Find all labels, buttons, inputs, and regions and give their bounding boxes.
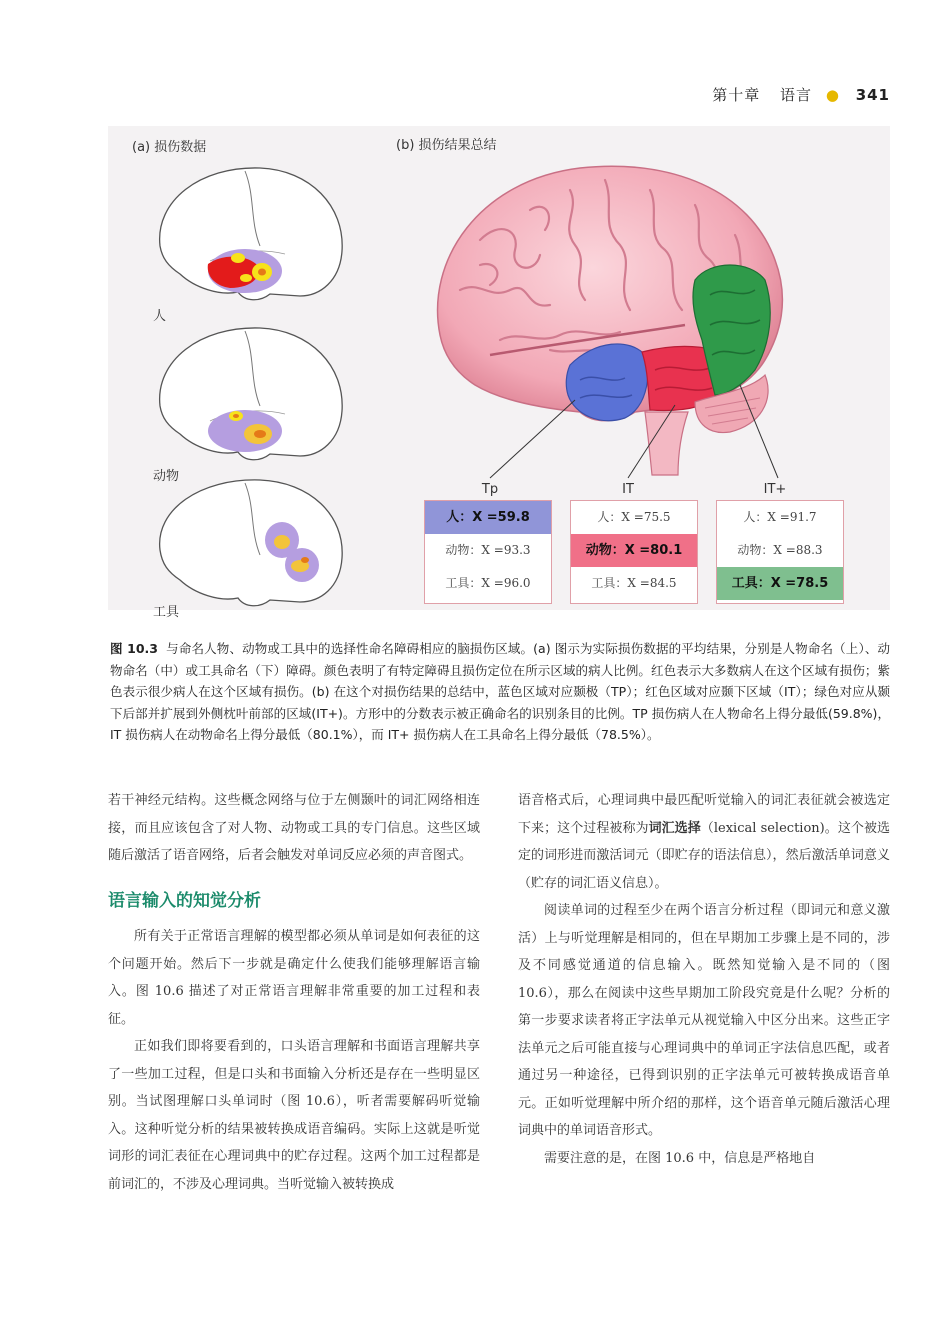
right-paragraph-1-a: 语音格式后，心理词典中最匹配听觉输入的词汇表征就会被选定下来；这个过程被称为 bbox=[518, 793, 890, 836]
brain-outline-person bbox=[150, 156, 350, 306]
score-tool-it: 工具：X =84.5 bbox=[591, 576, 677, 590]
right-paragraph-3: 需要注意的是，在图 10.6 中，信息是严格地自 bbox=[544, 1150, 816, 1166]
score-tool-it-plus: 工具：X =78.5 bbox=[717, 567, 843, 600]
score-person-it-plus: 人：X =91.7 bbox=[743, 510, 817, 524]
chapter-title: 语言 bbox=[780, 86, 813, 104]
header-dot-icon: ● bbox=[825, 86, 840, 104]
brain-outline-tool bbox=[150, 470, 350, 620]
left-column bbox=[108, 787, 480, 1198]
region-label-tp: Tp bbox=[481, 482, 499, 497]
right-paragraph-1 bbox=[518, 787, 890, 897]
score-animal-it-plus: 动物：X =88.3 bbox=[737, 543, 823, 557]
panel-b-label: (b) 损伤结果总结 bbox=[396, 138, 497, 153]
leader-lines bbox=[420, 150, 860, 510]
right-paragraph-1-b: （lexical selection)。这个被选定的词形进而激活词元（即贮存的语法信息），然后激活单词意义（贮存的词汇语义信息）。 bbox=[518, 820, 890, 891]
term-lexical-selection: 词汇选择 bbox=[648, 820, 701, 836]
region-label-it-plus: IT+ bbox=[763, 482, 787, 497]
left-paragraph-3: 正如我们即将要看到的，口头语言理解和书面语言理解共享了一些加工过程，但是口头和书面输入分析还是存在一些明显区别。当试图理解口头单词时（图 10.6），听者需要解码听觉输入。这种听觉分析的结果被转换成语音编码。实际上这就是听觉词形的词汇表征在心理词典中的贮存过程。这两个加工过程都是前词汇的，不涉及心理词典。当听觉输入被转换成 bbox=[108, 1039, 480, 1192]
left-paragraph-1: 若干神经元结构。这些概念网络与位于左侧颞叶的词汇网络相连接，而且应该包含了对人物、动物或工具的专门信息。这些区域随后激活了语音网络，后者会触发对单词反应必须的声音图式。 bbox=[108, 793, 480, 863]
row-label-animal: 动物 bbox=[153, 469, 180, 484]
score-tool-tp: 工具：X =96.0 bbox=[445, 576, 531, 590]
region-label-it: IT bbox=[622, 482, 634, 497]
row-label-tool: 工具 bbox=[153, 605, 180, 620]
score-animal-it: 动物：X =80.1 bbox=[571, 534, 697, 567]
row-label-person: 人 bbox=[153, 309, 167, 324]
figure-caption bbox=[110, 638, 890, 746]
right-column bbox=[518, 787, 890, 1172]
chapter-label: 第十章 bbox=[712, 86, 761, 104]
score-person-tp: 人：X =59.8 bbox=[425, 501, 551, 534]
right-paragraph-2: 阅读单词的过程至少在两个语言分析过程（即词元和意义激活）上与听觉理解是相同的，但在早期加工步骤上是不同的，涉及不同感觉通道的信息输入。既然知觉输入是不同的（图 10.6），那么在阅读中这些早期加工阶段究竟是什么呢？分析的第一步要求读者将正字法单元从视觉输入中区分出来。这些正字法单元之后可能直接与心理词典中的单词正字法信息匹配，或者通过另一种途径，已得到识别的正字法单元可被转换成语音单元。正如听觉理解中所介绍的那样，这个语音单元随后激活心理词典中的单词语音形式。 bbox=[518, 903, 890, 1138]
running-header bbox=[712, 84, 890, 105]
panel-a-label: (a) 损伤数据 bbox=[132, 140, 207, 155]
score-animal-tp: 动物：X =93.3 bbox=[445, 543, 531, 557]
score-box-tp bbox=[424, 500, 552, 604]
caption-text: 与命名人物、动物或工具中的选择性命名障碍相应的脑损伤区域。(a) 图示为实际损伤数据的平均结果，分别是人物命名（上）、动物命名（中）或工具命名（下）障碍。颜色表明了有特定障碍且损伤定位在所示区域的病人比例。红色表示大多数病人在这个区域有损伤；紫色表示很少病人在这个区域有损伤。(b) 在这个对损伤结果的总结中，蓝色区域对应颞极（TP）；红色区域对应颞下区域（IT）；绿色对应从颞下后部并扩展到外侧枕叶前部的区域(IT+)。方形中的分数表示被正确命名的识别条目的比例。TP 损伤病人在人物命名上得分最低(59.8%)，IT 损伤病人在动物命名上得分最低（80.1%），而 IT+ 损伤病人在工具命名上得分最低（78.5%）。 bbox=[110, 641, 891, 742]
page-number: 341 bbox=[855, 86, 890, 104]
section-title: 语言输入的知觉分析 bbox=[108, 890, 261, 911]
score-box-it bbox=[570, 500, 698, 604]
score-person-it: 人：X =75.5 bbox=[597, 510, 671, 524]
score-box-it-plus bbox=[716, 500, 844, 604]
left-paragraph-2: 所有关于正常语言理解的模型都必须从单词是如何表征的这个问题开始。然后下一步就是确定什么使我们能够理解语言输入。图 10.6 描述了对正常语言理解非常重要的加工过程和表征。 bbox=[108, 929, 480, 1027]
brain-outline-animal bbox=[150, 316, 350, 466]
caption-label: 图 10.3 bbox=[110, 641, 159, 656]
